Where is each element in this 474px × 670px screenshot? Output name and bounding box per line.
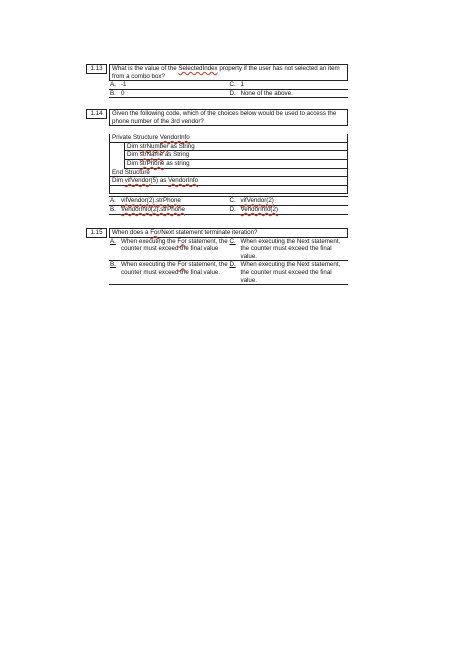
option-b: B. When executing the For statement, the counter must exceed the final value. (110, 261, 228, 276)
option-a: A. -1 (110, 81, 127, 89)
option-row (109, 261, 348, 285)
option-a: A. When executing the For statement, the counter must exceed the final value (110, 237, 228, 253)
option-b: B. VendorInfo(2).strPhone (110, 205, 185, 213)
option-b: B. 0 (110, 89, 125, 97)
question-number: 1.14 (86, 109, 107, 119)
options (109, 237, 348, 286)
options (109, 196, 348, 214)
option-row (109, 81, 348, 90)
option-c: C. 1 (229, 81, 244, 89)
question-text: What is the value of the SelectedIndex property if the user has not selected an item from a combo box? (109, 64, 348, 80)
question-number: 1.15 (86, 228, 107, 238)
code-line: Dim vifVendor(5) as VendorInfo (110, 177, 347, 186)
option-c: C. vifVendor(2) (229, 197, 274, 205)
code-line: Dim strNumber as String (124, 143, 347, 152)
options (109, 80, 348, 98)
code-line: Dim strName as String (124, 151, 347, 160)
option-row (109, 238, 348, 262)
question-body (109, 228, 348, 285)
option-d: D. VendorInfo(2) (229, 205, 278, 213)
question-body (109, 64, 348, 98)
code-line: End Structure (110, 169, 347, 178)
question-text: Given the following code, which of the choices below would be used to access the phone number of the 3rd vendor? (109, 109, 348, 126)
code-line: Private Structure VendorInfo (110, 134, 347, 143)
code-block (109, 134, 348, 194)
option-row (109, 206, 348, 215)
code-line: Dim strPhone as string (124, 160, 347, 169)
option-d: D. None of the above. (229, 89, 293, 97)
question-number: 1.13 (86, 64, 107, 74)
option-row (109, 90, 348, 99)
question-body (109, 109, 348, 215)
option-row (109, 197, 348, 206)
option-a: A. vifVendor(2).strPhone (110, 197, 181, 205)
option-c: C. When executing the Next statement, the counter must exceed the final value. (229, 237, 341, 260)
code-line-blank (110, 186, 347, 194)
option-d: D. When executing the Next statement, the counter must exceed the final value. (229, 261, 341, 284)
question-text: When does a For/Next statement terminate iteration? (109, 228, 348, 237)
